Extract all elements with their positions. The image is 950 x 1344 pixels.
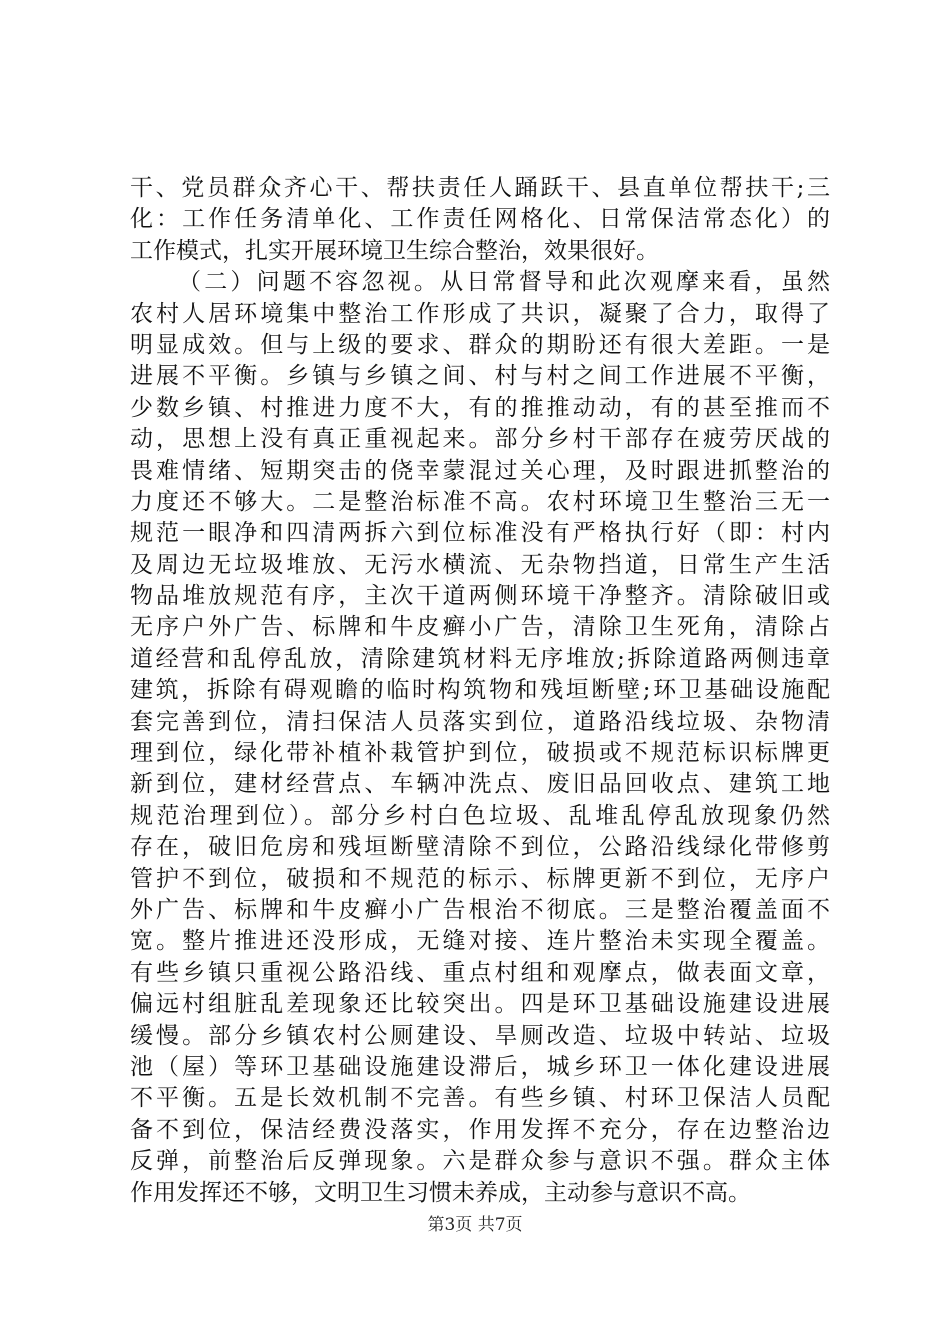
- text-line: 干、党员群众齐心干、帮扶责任人踊跃干、县直单位帮扶干;三: [130, 175, 830, 201]
- text-line: 套完善到位，清扫保洁人员落实到位，道路沿线垃圾、杂物清: [130, 708, 830, 735]
- text-line: 不平衡。五是长效机制不完善。有些乡镇、村环卫保洁人员配: [130, 1085, 830, 1112]
- text-line: 明显成效。但与上级的要求、群众的期盼还有很大差距。一是: [130, 331, 830, 358]
- text-line: 少数乡镇、村推进力度不大，有的推推动动，有的甚至推而不: [130, 394, 830, 421]
- text-line: 无序户外广告、标牌和牛皮癣小广告，清除卫生死角，清除占: [130, 614, 830, 641]
- text-line: 及周边无垃圾堆放、无污水横流、无杂物挡道，日常生产生活: [130, 551, 830, 578]
- text-line: 备不到位，保洁经费没落实，作用发挥不充分，存在边整治边: [130, 1116, 830, 1143]
- page-footer: [0, 1214, 950, 1236]
- text-line: 化：工作任务清单化、工作责任网格化、日常保洁常态化）的: [130, 206, 830, 233]
- text-line: 缓慢。部分乡镇农村公厕建设、旱厕改造、垃圾中转站、垃圾: [130, 1022, 830, 1049]
- text-line: 池（屋）等环卫基础设施建设滞后，城乡环卫一体化建设进展: [130, 1053, 830, 1080]
- text-line: 动，思想上没有真正重视起来。部分乡村干部存在疲劳厌战的: [130, 426, 830, 453]
- body-text: [130, 173, 830, 1209]
- text-line: 道经营和乱停乱放，清除建筑材料无序堆放;拆除道路两侧违章: [130, 645, 830, 672]
- text-line: 宽。整片推进还没形成，无缝对接、连片整治未实现全覆盖。: [130, 928, 830, 955]
- text-line: 外广告、标牌和牛皮癣小广告根治不彻底。三是整治覆盖面不: [130, 896, 830, 923]
- text-line: 存在，破旧危房和残垣断壁清除不到位，公路沿线绿化带修剪: [130, 834, 830, 861]
- text-line: 新到位，建材经营点、车辆冲洗点、废旧品回收点、建筑工地: [130, 771, 830, 798]
- paragraph-start-line: （二）问题不容忽视。从日常督导和此次观摩来看，虽然: [178, 269, 830, 296]
- text-line: 偏远村组脏乱差现象还比较突出。四是环卫基础设施建设进展: [130, 991, 830, 1018]
- text-line: 力度还不够大。二是整治标准不高。农村环境卫生整治三无一: [130, 488, 830, 515]
- text-line: 建筑，拆除有碍观瞻的临时构筑物和残垣断壁;环卫基础设施配: [130, 677, 830, 704]
- page-number-label: 第3页 共7页: [427, 1215, 523, 1235]
- text-line: 有些乡镇只重视公路沿线、重点村组和观摩点，做表面文章，: [130, 959, 830, 986]
- text-line: 工作模式，扎实开展环境卫生综合整治，效果很好。: [130, 237, 659, 264]
- text-line: 规范治理到位）。部分乡村白色垃圾、乱堆乱停乱放现象仍然: [130, 802, 830, 829]
- text-line: 作用发挥还不够，文明卫生习惯未养成，主动参与意识不高。: [130, 1179, 751, 1206]
- text-line: 农村人居环境集中整治工作形成了共识，凝聚了合力，取得了: [130, 300, 830, 327]
- text-line: 物品堆放规范有序，主次干道两侧环境干净整齐。清除破旧或: [130, 583, 830, 610]
- text-line: 反弹，前整治后反弹现象。六是群众参与意识不强。群众主体: [130, 1148, 830, 1175]
- text-line: 管护不到位，破损和不规范的标示、标牌更新不到位，无序户: [130, 865, 830, 892]
- text-line: 畏难情绪、短期突击的侥幸蒙混过关心理，及时跟进抓整治的: [130, 457, 830, 484]
- text-line: 规范一眼净和四清两拆六到位标准没有严格执行好（即：村内: [130, 520, 830, 547]
- text-line: 进展不平衡。乡镇与乡镇之间、村与村之间工作进展不平衡，: [130, 363, 830, 390]
- text-line: 理到位，绿化带补植补栽管护到位，破损或不规范标识标牌更: [130, 740, 830, 767]
